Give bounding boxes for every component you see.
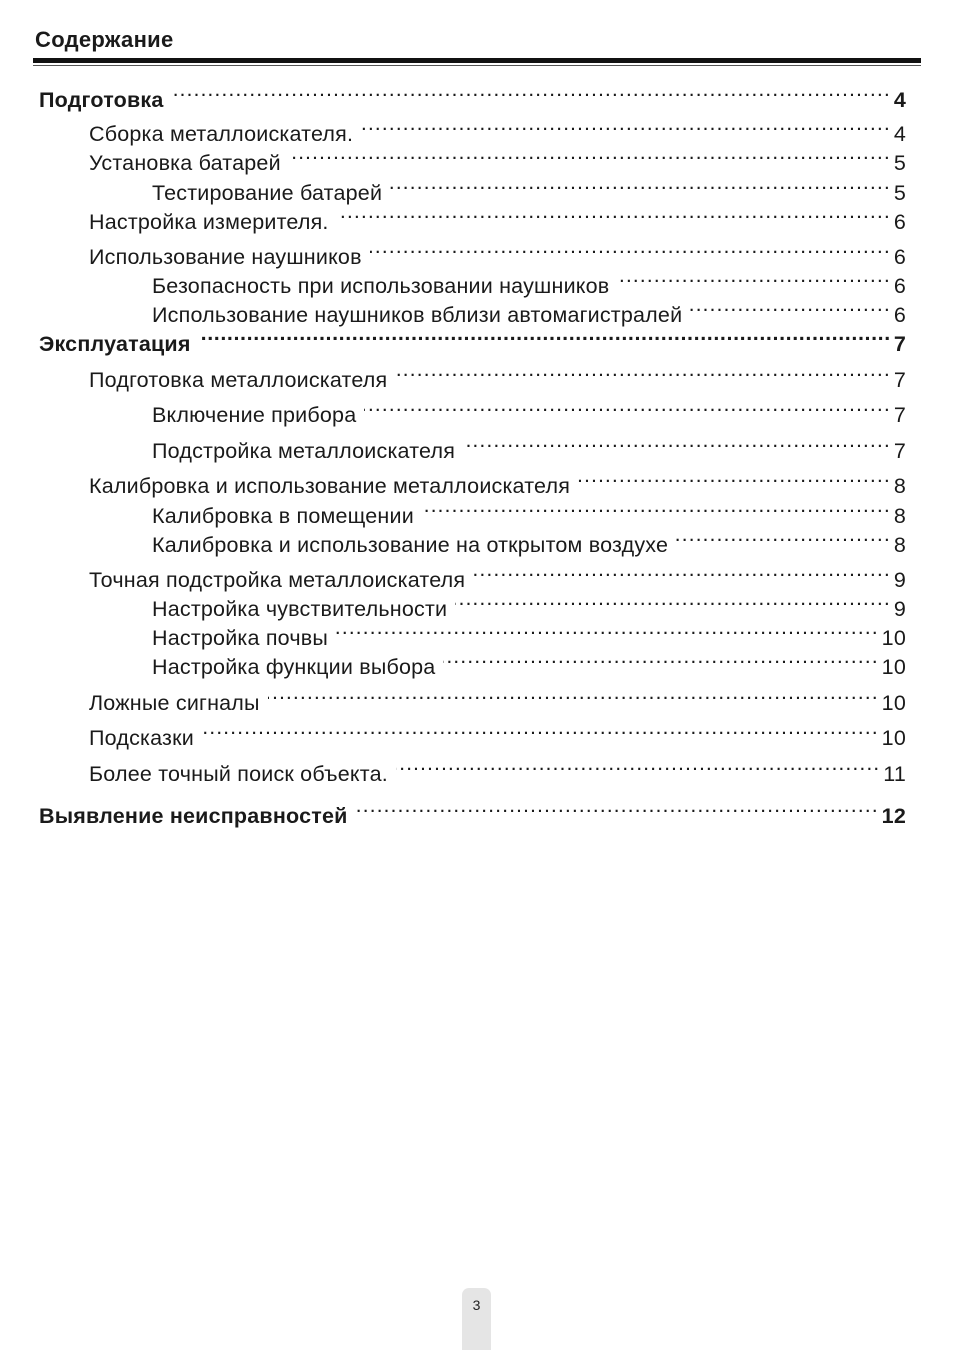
toc-page: 11	[883, 762, 906, 786]
toc-item[interactable]	[89, 684, 906, 716]
toc-page: 6	[893, 210, 906, 234]
toc-page: 6	[893, 303, 906, 327]
toc-label: Настройка функции выбора	[152, 655, 436, 679]
toc-subitem[interactable]	[152, 526, 906, 558]
toc-page: 8	[893, 474, 906, 498]
toc-label: Включение прибора	[152, 403, 357, 427]
toc-label: Подстройка металлоискателя	[152, 439, 456, 463]
toc-leader	[473, 561, 891, 587]
toc-leader	[455, 590, 891, 616]
toc-label: Эксплуатация	[39, 332, 191, 356]
toc-item[interactable]	[89, 361, 906, 393]
toc-leader	[337, 203, 891, 229]
toc-label: Подготовка	[39, 88, 164, 112]
toc-subitem[interactable]	[152, 432, 906, 464]
toc-leader	[364, 396, 890, 422]
toc-item[interactable]	[89, 467, 906, 499]
toc-label: Использование наушников вблизи автомагистралей	[152, 303, 683, 327]
toc-leader	[395, 361, 890, 387]
toc-leader	[443, 648, 878, 674]
toc-label: Тестирование батарей	[152, 181, 383, 205]
toc-label: Безопасность при использовании наушников	[152, 274, 610, 298]
toc-section-preparation[interactable]	[39, 81, 906, 113]
title-rule-thin	[33, 65, 921, 66]
toc-page: 8	[893, 533, 906, 557]
toc-section-troubleshooting[interactable]	[39, 797, 906, 829]
toc-page: 8	[893, 504, 906, 528]
toc-page: 10	[881, 626, 906, 650]
toc-leader	[172, 81, 891, 107]
toc-label: Подсказки	[89, 726, 194, 750]
toc-label: Калибровка в помещении	[152, 504, 414, 528]
toc-label: Более точный поиск объекта.	[89, 762, 388, 786]
toc-page: 9	[893, 597, 906, 621]
toc-page: 5	[893, 181, 906, 205]
toc-subitem[interactable]	[152, 174, 906, 206]
toc-item[interactable]	[89, 115, 906, 147]
toc-leader	[422, 497, 891, 523]
toc-leader	[676, 526, 891, 552]
toc-leader	[578, 467, 891, 493]
title-rule	[33, 58, 921, 63]
toc-page: 7	[893, 439, 906, 463]
toc-page: 7	[893, 403, 906, 427]
toc-label: Настройка чувствительности	[152, 597, 448, 621]
toc-label: Калибровка и использование на открытом воздухе	[152, 533, 669, 557]
toc-item[interactable]	[89, 561, 906, 593]
toc-leader	[396, 755, 880, 781]
toc-leader	[370, 238, 891, 264]
toc-leader	[336, 619, 879, 645]
toc-page: 4	[893, 88, 906, 112]
toc-label: Сборка металлоискателя.	[89, 122, 354, 146]
toc-leader	[202, 719, 879, 745]
toc-page: 5	[893, 151, 906, 175]
toc-page: 12	[881, 804, 906, 828]
toc-section-operation[interactable]	[39, 325, 906, 357]
toc-label: Настройка почвы	[152, 626, 329, 650]
toc-label: Подготовка металлоискателя	[89, 368, 388, 392]
toc-page: 6	[893, 245, 906, 269]
toc-leader	[463, 432, 891, 458]
toc-subitem[interactable]	[152, 296, 906, 328]
toc-leader	[268, 684, 879, 710]
toc-page: 10	[881, 691, 906, 715]
page-title: Содержание	[35, 27, 174, 52]
toc-item[interactable]	[89, 755, 906, 787]
toc-label: Установка батарей	[89, 151, 281, 175]
toc-page: 4	[893, 122, 906, 146]
toc-item[interactable]	[89, 144, 906, 176]
toc-page: 7	[893, 332, 906, 356]
toc-subitem[interactable]	[152, 267, 906, 299]
toc-item[interactable]	[89, 719, 906, 751]
toc-leader	[361, 115, 891, 141]
toc-label: Использование наушников	[89, 245, 362, 269]
toc-label: Точная подстройка металлоискателя	[89, 568, 466, 592]
toc-page: 9	[893, 568, 906, 592]
toc-page: 6	[893, 274, 906, 298]
toc-subitem[interactable]	[152, 590, 906, 622]
toc-leader	[356, 797, 879, 823]
toc-leader	[690, 296, 891, 322]
toc-leader	[199, 325, 891, 351]
toc-subitem[interactable]	[152, 648, 906, 680]
toc-subitem[interactable]	[152, 619, 906, 651]
toc-label: Выявление неисправностей	[39, 804, 348, 828]
toc-label: Настройка измерителя.	[89, 210, 329, 234]
toc-leader	[617, 267, 890, 293]
toc-subitem[interactable]	[152, 396, 906, 428]
toc-subitem[interactable]	[152, 497, 906, 529]
toc-leader	[289, 144, 891, 170]
toc-label: Ложные сигналы	[89, 691, 260, 715]
toc-label: Калибровка и использование металлоискателя	[89, 474, 571, 498]
toc-leader	[390, 174, 891, 200]
toc-page: 10	[881, 655, 906, 679]
toc-page: 7	[893, 368, 906, 392]
toc-page: 10	[881, 726, 906, 750]
toc-item[interactable]	[89, 203, 906, 235]
page-number: 3	[472, 1297, 481, 1313]
toc-item[interactable]	[89, 238, 906, 270]
